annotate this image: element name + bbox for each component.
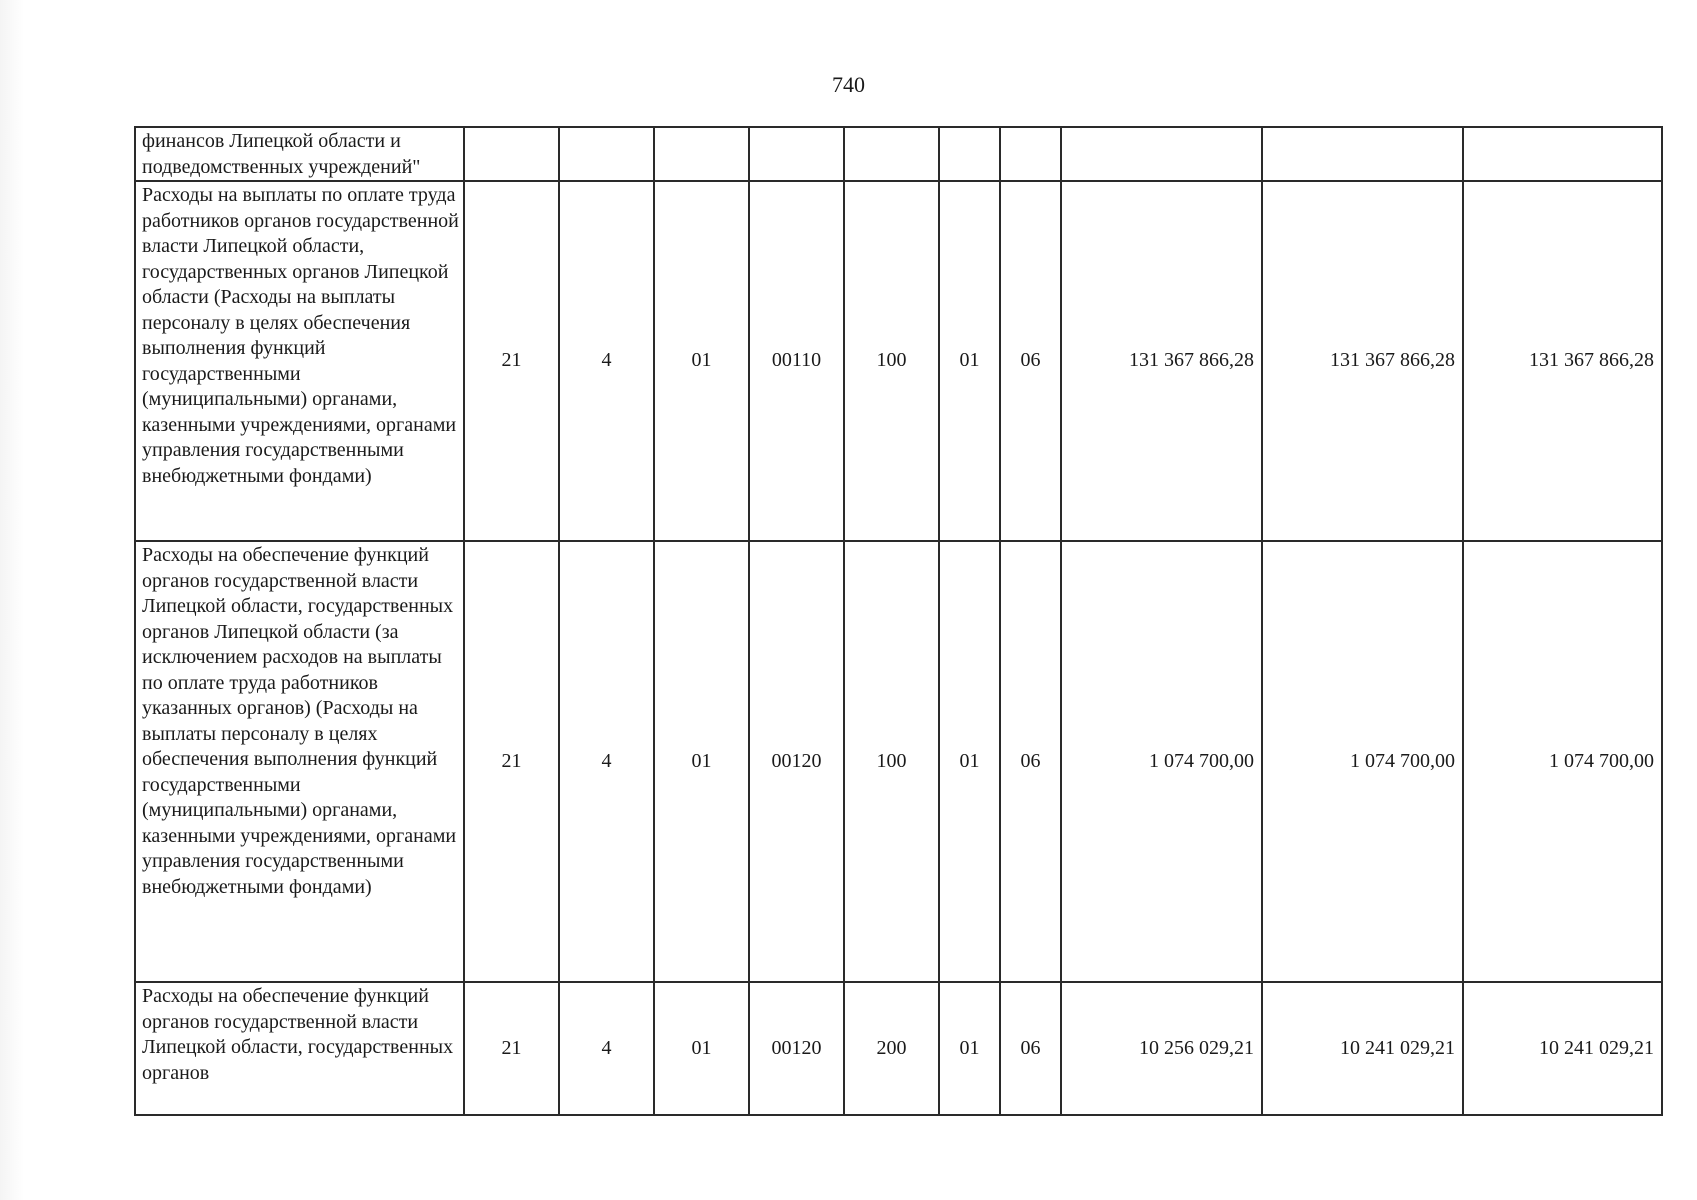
cell-direction-code: 00120 — [749, 541, 844, 982]
cell-amount-year-1 — [1061, 127, 1262, 181]
table-row — [135, 982, 1662, 1115]
row-description: Расходы на выплаты по оплате труда работников органов государственной власти Липецкой области, государственных органов Липецкой области (Расходы на выплаты персоналу в целях обеспечения выполнения функций государственными (муниципальными) органами, казенными учреждениями, органами управления государственными внебюджетными фондами) — [135, 181, 464, 541]
cell-amount-year-3 — [1463, 127, 1662, 181]
cell-amount-year-3: 131 367 866,28 — [1463, 181, 1662, 541]
cell-expense-type-code: 200 — [844, 982, 939, 1115]
cell-section-code — [939, 127, 1000, 181]
budget-table — [134, 126, 1663, 1116]
cell-subprogram-code: 01 — [654, 541, 749, 982]
cell-admin-code: 21 — [464, 541, 559, 982]
cell-expense-type-code: 100 — [844, 181, 939, 541]
cell-admin-code: 21 — [464, 982, 559, 1115]
table-row — [135, 127, 1662, 181]
cell-amount-year-2: 1 074 700,00 — [1262, 541, 1463, 982]
cell-section-code: 01 — [939, 982, 1000, 1115]
cell-amount-year-3: 1 074 700,00 — [1463, 541, 1662, 982]
cell-direction-code: 00120 — [749, 982, 844, 1115]
cell-section-code: 01 — [939, 541, 1000, 982]
cell-amount-year-2 — [1262, 127, 1463, 181]
cell-subsection-code: 06 — [1000, 541, 1061, 982]
cell-amount-year-2: 10 241 029,21 — [1262, 982, 1463, 1115]
cell-admin-code — [464, 127, 559, 181]
row-description: финансов Липецкой области и подведомственных учреждений" — [135, 127, 464, 181]
cell-direction-code — [749, 127, 844, 181]
cell-subsection-code — [1000, 127, 1061, 181]
cell-direction-code: 00110 — [749, 181, 844, 541]
cell-subprogram-code — [654, 127, 749, 181]
cell-program-code — [559, 127, 654, 181]
page-number: 740 — [832, 72, 865, 97]
table-row — [135, 181, 1662, 541]
cell-amount-year-3: 10 241 029,21 — [1463, 982, 1662, 1115]
cell-expense-type-code: 100 — [844, 541, 939, 982]
cell-program-code: 4 — [559, 541, 654, 982]
cell-subsection-code: 06 — [1000, 982, 1061, 1115]
cell-amount-year-1: 1 074 700,00 — [1061, 541, 1262, 982]
scan-margin-shade — [0, 0, 24, 1200]
cell-amount-year-2: 131 367 866,28 — [1262, 181, 1463, 541]
cell-admin-code: 21 — [464, 181, 559, 541]
cell-subprogram-code: 01 — [654, 982, 749, 1115]
cell-expense-type-code — [844, 127, 939, 181]
row-description: Расходы на обеспечение функций органов государственной власти Липецкой области, государственных органов — [135, 982, 464, 1115]
cell-amount-year-1: 131 367 866,28 — [1061, 181, 1262, 541]
cell-program-code: 4 — [559, 181, 654, 541]
cell-subsection-code: 06 — [1000, 181, 1061, 541]
cell-section-code: 01 — [939, 181, 1000, 541]
row-description: Расходы на обеспечение функций органов государственной власти Липецкой области, государственных органов Липецкой области (за исключением расходов на выплаты по оплате труда работников указанных органов) (Расходы на выплаты персоналу в целях обеспечения выполнения функций государственными (муниципальными) органами, казенными учреждениями, органами управления государственными внебюджетными фондами) — [135, 541, 464, 982]
cell-amount-year-1: 10 256 029,21 — [1061, 982, 1262, 1115]
cell-subprogram-code: 01 — [654, 181, 749, 541]
table-row — [135, 541, 1662, 982]
cell-program-code: 4 — [559, 982, 654, 1115]
